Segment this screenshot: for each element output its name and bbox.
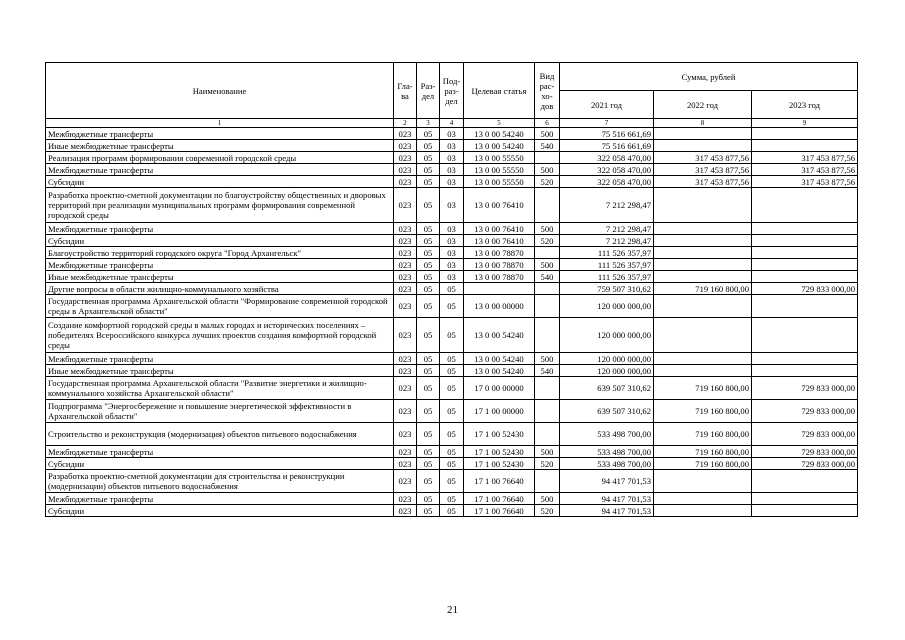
row-sum-2022: [654, 353, 752, 365]
table-row: [46, 176, 858, 188]
row-target-article: 13 0 00 55550: [464, 176, 535, 188]
header-statya: Целевая статья: [464, 63, 535, 119]
row-expense-type: 500: [535, 128, 560, 140]
row-name: Субсидии: [46, 458, 394, 470]
row-target-article: 17 1 00 52430: [464, 458, 535, 470]
row-sum-2021: 111 526 357,97: [560, 247, 654, 259]
row-razdel: 05: [417, 259, 440, 271]
row-razdel: 05: [417, 140, 440, 152]
row-podrazdel: 03: [440, 140, 464, 152]
table-row: [46, 365, 858, 377]
row-sum-2023: [752, 505, 858, 517]
col-number: 8: [654, 119, 752, 128]
table-row: [46, 271, 858, 283]
table-row: [46, 318, 858, 353]
row-name: Иные межбюджетные трансферты: [46, 271, 394, 283]
row-sum-2021: 111 526 357,97: [560, 259, 654, 271]
row-sum-2023: 317 453 877,56: [752, 152, 858, 164]
table-row: [46, 140, 858, 152]
row-name: Межбюджетные трансферты: [46, 493, 394, 505]
row-glava: 023: [394, 152, 417, 164]
row-razdel: 05: [417, 400, 440, 423]
row-target-article: 13 0 00 00000: [464, 295, 535, 318]
row-razdel: 05: [417, 247, 440, 259]
row-sum-2021: 94 417 701,53: [560, 493, 654, 505]
row-name: Государственная программа Архангельской области "Формирование современной городской среды в Архангельской области": [46, 295, 394, 318]
row-sum-2022: [654, 188, 752, 223]
row-sum-2023: [752, 235, 858, 247]
row-target-article: 13 0 00 54240: [464, 318, 535, 353]
row-sum-2022: [654, 128, 752, 140]
row-sum-2021: 759 507 310,62: [560, 283, 654, 295]
table-row: [46, 505, 858, 517]
table-row: [46, 446, 858, 458]
row-sum-2022: 719 160 800,00: [654, 283, 752, 295]
row-expense-type: [535, 318, 560, 353]
row-sum-2023: 729 833 000,00: [752, 400, 858, 423]
row-podrazdel: 05: [440, 295, 464, 318]
row-sum-2021: 7 212 298,47: [560, 188, 654, 223]
row-sum-2022: 317 453 877,56: [654, 152, 752, 164]
row-name: Субсидии: [46, 235, 394, 247]
row-target-article: [464, 283, 535, 295]
col-number: 1: [46, 119, 394, 128]
row-sum-2022: 719 160 800,00: [654, 377, 752, 400]
row-glava: 023: [394, 446, 417, 458]
row-podrazdel: 03: [440, 271, 464, 283]
row-sum-2023: [752, 493, 858, 505]
row-sum-2021: 7 212 298,47: [560, 235, 654, 247]
row-podrazdel: 05: [440, 377, 464, 400]
row-sum-2023: 729 833 000,00: [752, 423, 858, 446]
row-name: Благоустройство территорий городского округа "Город Архангельск": [46, 247, 394, 259]
row-expense-type: [535, 283, 560, 295]
row-sum-2022: [654, 505, 752, 517]
header-year-2021: 2021 год: [560, 91, 654, 119]
row-sum-2023: [752, 128, 858, 140]
row-podrazdel: 05: [440, 318, 464, 353]
row-razdel: 05: [417, 128, 440, 140]
row-podrazdel: 03: [440, 164, 464, 176]
row-target-article: 17 1 00 76640: [464, 505, 535, 517]
table-row: [46, 470, 858, 493]
row-sum-2023: 729 833 000,00: [752, 458, 858, 470]
row-razdel: 05: [417, 446, 440, 458]
row-sum-2022: [654, 493, 752, 505]
row-razdel: 05: [417, 353, 440, 365]
row-podrazdel: 05: [440, 505, 464, 517]
row-sum-2021: 75 516 661,69: [560, 140, 654, 152]
row-expense-type: 540: [535, 271, 560, 283]
row-sum-2021: 120 000 000,00: [560, 353, 654, 365]
row-sum-2023: [752, 223, 858, 235]
table-row: [46, 235, 858, 247]
row-target-article: 13 0 00 78870: [464, 247, 535, 259]
table-row: [46, 128, 858, 140]
row-expense-type: 500: [535, 353, 560, 365]
row-razdel: 05: [417, 152, 440, 164]
header-row: [46, 63, 858, 91]
row-expense-type: 500: [535, 164, 560, 176]
row-razdel: 05: [417, 318, 440, 353]
row-podrazdel: 03: [440, 176, 464, 188]
row-target-article: 13 0 00 78870: [464, 259, 535, 271]
row-target-article: 13 0 00 55550: [464, 152, 535, 164]
row-name: Другие вопросы в области жилищно-коммунального хозяйства: [46, 283, 394, 295]
row-name: Межбюджетные трансферты: [46, 223, 394, 235]
row-sum-2022: [654, 223, 752, 235]
row-sum-2023: [752, 259, 858, 271]
row-sum-2021: 322 058 470,00: [560, 176, 654, 188]
row-glava: 023: [394, 470, 417, 493]
col-number: 9: [752, 119, 858, 128]
row-sum-2022: [654, 318, 752, 353]
row-name: Разработка проектно-сметной документации для строительства и реконструкции (модернизации) объектов питьевого водоснабжения: [46, 470, 394, 493]
row-glava: 023: [394, 235, 417, 247]
row-podrazdel: 05: [440, 493, 464, 505]
table-row: [46, 400, 858, 423]
row-glava: 023: [394, 164, 417, 176]
row-podrazdel: 05: [440, 283, 464, 295]
row-name: Иные межбюджетные трансферты: [46, 140, 394, 152]
row-expense-type: 520: [535, 176, 560, 188]
row-podrazdel: 05: [440, 423, 464, 446]
row-podrazdel: 05: [440, 458, 464, 470]
row-sum-2023: [752, 295, 858, 318]
row-sum-2021: 94 417 701,53: [560, 470, 654, 493]
row-sum-2023: [752, 318, 858, 353]
header-glava: Гла-ва: [394, 63, 417, 119]
row-glava: 023: [394, 377, 417, 400]
row-sum-2021: 533 498 700,00: [560, 446, 654, 458]
column-number-row: [46, 119, 858, 128]
row-sum-2023: 729 833 000,00: [752, 377, 858, 400]
row-sum-2023: [752, 140, 858, 152]
row-sum-2021: 7 212 298,47: [560, 223, 654, 235]
row-glava: 023: [394, 188, 417, 223]
row-sum-2023: 729 833 000,00: [752, 446, 858, 458]
row-name: Создание комфортной городской среды в малых городах и исторических поселениях – победителях Всероссийского конкурса лучших проектов создания комфортной городской среды: [46, 318, 394, 353]
row-glava: 023: [394, 318, 417, 353]
row-podrazdel: 05: [440, 365, 464, 377]
row-glava: 023: [394, 247, 417, 259]
row-name: Межбюджетные трансферты: [46, 128, 394, 140]
row-name: Реализация программ формирования современной городской среды: [46, 152, 394, 164]
row-sum-2022: [654, 365, 752, 377]
row-razdel: 05: [417, 188, 440, 223]
row-podrazdel: 03: [440, 235, 464, 247]
row-razdel: 05: [417, 423, 440, 446]
row-sum-2022: [654, 271, 752, 283]
row-target-article: 13 0 00 54240: [464, 365, 535, 377]
table-row: [46, 283, 858, 295]
row-glava: 023: [394, 176, 417, 188]
row-razdel: 05: [417, 365, 440, 377]
row-name: Межбюджетные трансферты: [46, 446, 394, 458]
row-sum-2023: [752, 247, 858, 259]
row-sum-2021: 322 058 470,00: [560, 164, 654, 176]
row-sum-2023: [752, 365, 858, 377]
row-podrazdel: 05: [440, 470, 464, 493]
row-sum-2021: 639 507 310,62: [560, 400, 654, 423]
col-number: 2: [394, 119, 417, 128]
col-number: 6: [535, 119, 560, 128]
row-expense-type: [535, 470, 560, 493]
row-razdel: 05: [417, 164, 440, 176]
row-name: Разработка проектно-сметной документации по благоустройству общественных и дворовых территорий при реализации муниципальных программ формирования современной городской среды: [46, 188, 394, 223]
row-sum-2021: 94 417 701,53: [560, 505, 654, 517]
row-expense-type: 520: [535, 235, 560, 247]
row-target-article: 13 0 00 54240: [464, 353, 535, 365]
row-sum-2022: [654, 247, 752, 259]
row-glava: 023: [394, 365, 417, 377]
row-podrazdel: 03: [440, 247, 464, 259]
row-name: Межбюджетные трансферты: [46, 259, 394, 271]
row-razdel: 05: [417, 223, 440, 235]
row-name: Межбюджетные трансферты: [46, 353, 394, 365]
table-row: [46, 188, 858, 223]
table-row: [46, 423, 858, 446]
row-sum-2023: 317 453 877,56: [752, 176, 858, 188]
row-target-article: 13 0 00 55550: [464, 164, 535, 176]
table-row: [46, 247, 858, 259]
row-razdel: 05: [417, 493, 440, 505]
row-podrazdel: 05: [440, 446, 464, 458]
row-sum-2021: 533 498 700,00: [560, 458, 654, 470]
row-name: Государственная программа Архангельской области "Развитие энергетики и жилищно-коммунального хозяйства Архангельской области": [46, 377, 394, 400]
row-sum-2022: 317 453 877,56: [654, 176, 752, 188]
row-sum-2023: [752, 271, 858, 283]
row-sum-2021: 322 058 470,00: [560, 152, 654, 164]
row-sum-2022: 719 160 800,00: [654, 446, 752, 458]
row-sum-2022: 719 160 800,00: [654, 458, 752, 470]
budget-table: [45, 62, 858, 517]
row-name: Строительство и реконструкция (модернизация) объектов питьевого водоснабжения: [46, 423, 394, 446]
row-podrazdel: 05: [440, 400, 464, 423]
row-target-article: 17 1 00 00000: [464, 400, 535, 423]
row-name: Подпрограмма "Энергосбережение и повышение энергетической эффективности в Архангельской области": [46, 400, 394, 423]
table-row: [46, 295, 858, 318]
row-target-article: 13 0 00 54240: [464, 140, 535, 152]
row-target-article: 13 0 00 76410: [464, 235, 535, 247]
page-number: 21: [447, 604, 458, 616]
row-name: Субсидии: [46, 176, 394, 188]
header-name: Наименование: [46, 63, 394, 119]
row-expense-type: 520: [535, 505, 560, 517]
row-target-article: 17 1 00 76640: [464, 470, 535, 493]
col-number: 3: [417, 119, 440, 128]
row-sum-2023: 317 453 877,56: [752, 164, 858, 176]
table-row: [46, 493, 858, 505]
row-glava: 023: [394, 271, 417, 283]
row-expense-type: 540: [535, 140, 560, 152]
row-expense-type: [535, 400, 560, 423]
table-row: [46, 353, 858, 365]
row-razdel: 05: [417, 295, 440, 318]
row-sum-2023: [752, 353, 858, 365]
row-name: Субсидии: [46, 505, 394, 517]
row-expense-type: [535, 295, 560, 318]
row-podrazdel: 03: [440, 188, 464, 223]
header-year-2023: 2023 год: [752, 91, 858, 119]
header-podrazdel: Под-раз-дел: [440, 63, 464, 119]
table-row: [46, 259, 858, 271]
row-razdel: 05: [417, 235, 440, 247]
row-glava: 023: [394, 223, 417, 235]
row-target-article: 17 0 00 00000: [464, 377, 535, 400]
row-razdel: 05: [417, 176, 440, 188]
row-glava: 023: [394, 128, 417, 140]
row-expense-type: 500: [535, 493, 560, 505]
row-sum-2022: [654, 140, 752, 152]
row-expense-type: 500: [535, 223, 560, 235]
row-target-article: 13 0 00 76410: [464, 188, 535, 223]
col-number: 5: [464, 119, 535, 128]
row-name: Иные межбюджетные трансферты: [46, 365, 394, 377]
table-row: [46, 152, 858, 164]
row-sum-2021: 639 507 310,62: [560, 377, 654, 400]
row-target-article: 13 0 00 54240: [464, 128, 535, 140]
row-razdel: 05: [417, 271, 440, 283]
table-row: [46, 223, 858, 235]
row-sum-2023: [752, 188, 858, 223]
row-sum-2021: 120 000 000,00: [560, 318, 654, 353]
col-number: 4: [440, 119, 464, 128]
row-razdel: 05: [417, 458, 440, 470]
row-glava: 023: [394, 493, 417, 505]
row-sum-2022: [654, 295, 752, 318]
header-razdel: Раз-дел: [417, 63, 440, 119]
row-expense-type: 520: [535, 458, 560, 470]
row-glava: 023: [394, 458, 417, 470]
row-expense-type: [535, 247, 560, 259]
row-glava: 023: [394, 140, 417, 152]
row-sum-2022: [654, 259, 752, 271]
row-glava: 023: [394, 259, 417, 271]
row-razdel: 05: [417, 283, 440, 295]
table-row: [46, 164, 858, 176]
row-razdel: 05: [417, 470, 440, 493]
row-target-article: 13 0 00 76410: [464, 223, 535, 235]
row-sum-2022: 719 160 800,00: [654, 400, 752, 423]
row-target-article: 17 1 00 52430: [464, 446, 535, 458]
row-sum-2021: 533 498 700,00: [560, 423, 654, 446]
row-glava: 023: [394, 400, 417, 423]
row-glava: 023: [394, 423, 417, 446]
row-glava: 023: [394, 505, 417, 517]
row-podrazdel: 03: [440, 152, 464, 164]
row-razdel: 05: [417, 505, 440, 517]
row-expense-type: 500: [535, 259, 560, 271]
row-podrazdel: 03: [440, 259, 464, 271]
row-glava: 023: [394, 283, 417, 295]
row-glava: 023: [394, 353, 417, 365]
row-glava: 023: [394, 295, 417, 318]
header-vid: Вид рас-хо-дов: [535, 63, 560, 119]
row-expense-type: [535, 188, 560, 223]
row-target-article: 17 1 00 76640: [464, 493, 535, 505]
row-target-article: 17 1 00 52430: [464, 423, 535, 446]
row-sum-2021: 120 000 000,00: [560, 295, 654, 318]
row-expense-type: 540: [535, 365, 560, 377]
row-sum-2022: 719 160 800,00: [654, 423, 752, 446]
col-number: 7: [560, 119, 654, 128]
row-podrazdel: 05: [440, 353, 464, 365]
row-sum-2023: [752, 470, 858, 493]
row-name: Межбюджетные трансферты: [46, 164, 394, 176]
row-podrazdel: 03: [440, 223, 464, 235]
row-expense-type: [535, 152, 560, 164]
row-sum-2021: 75 516 661,69: [560, 128, 654, 140]
row-expense-type: [535, 423, 560, 446]
row-razdel: 05: [417, 377, 440, 400]
header-year-2022: 2022 год: [654, 91, 752, 119]
row-sum-2021: 111 526 357,97: [560, 271, 654, 283]
row-podrazdel: 03: [440, 128, 464, 140]
table-row: [46, 458, 858, 470]
row-sum-2021: 120 000 000,00: [560, 365, 654, 377]
row-target-article: 13 0 00 78870: [464, 271, 535, 283]
row-sum-2022: [654, 235, 752, 247]
row-expense-type: [535, 377, 560, 400]
table-row: [46, 377, 858, 400]
row-sum-2022: 317 453 877,56: [654, 164, 752, 176]
row-sum-2022: [654, 470, 752, 493]
header-summa: Сумма, рублей: [560, 63, 858, 91]
row-sum-2023: 729 833 000,00: [752, 283, 858, 295]
row-expense-type: 500: [535, 446, 560, 458]
